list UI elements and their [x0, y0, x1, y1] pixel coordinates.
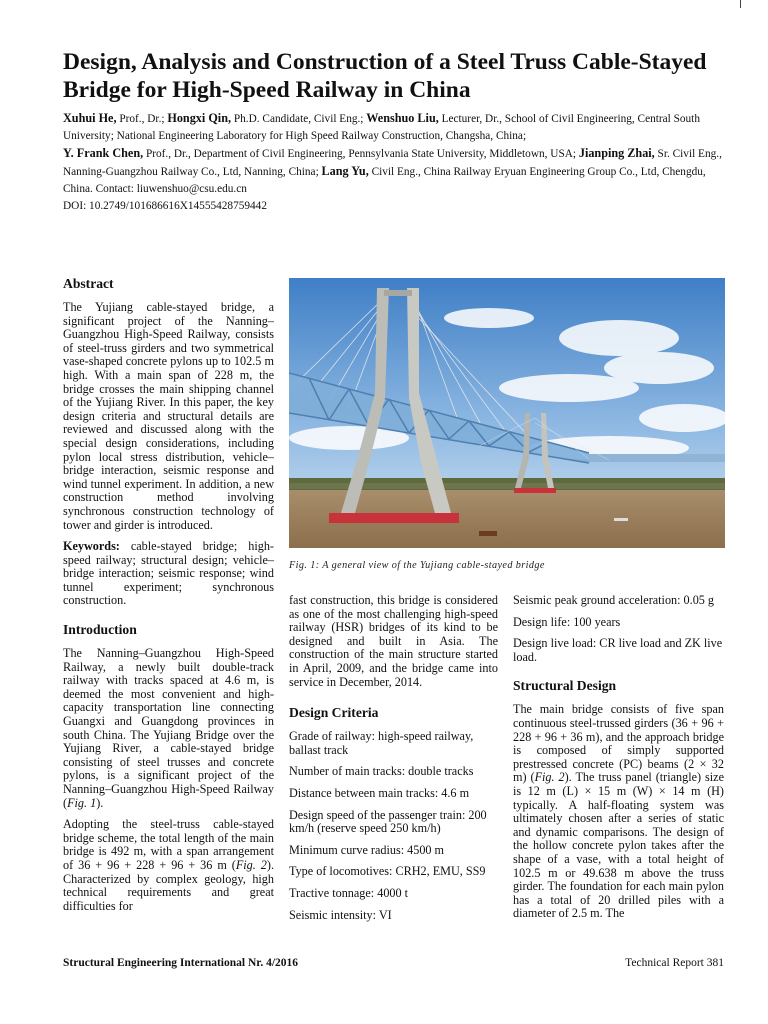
figure-caption: Fig. 1: A general view of the Yujiang cable-stayed bridge — [289, 560, 545, 571]
structural-design-text: The main bridge consists of five span continuous steel-trussed girders (36 + 96 + 228 + 96 + 36 m), and the approach bridge is composed of simply supported prestressed concrete (PC) beams (2 × 32 m) (Fig. 2). The truss panel (triangle) size is 12 m (L) × 15 m (W) × 14 m (H) typically. A half-floating system was ultimately chosen after a series of static and dynamic comparisons. The design of the hollow concrete pylon takes after the shape of a vase, with a total height of 102.5 m or 49.638 m above the truss girder. The foundation for each main pylon has a total of 20 drilled piles with a diameter of 2.5 m. The — [513, 702, 724, 921]
bridge-photo — [289, 278, 725, 548]
structural-design-heading: Structural Design — [513, 678, 617, 694]
right-column — [513, 594, 724, 929]
intro-paragraph-2-continued: fast construction, this bridge is considered as one of the most challenging high-speed railway (HSR) bridges of its kind to be designed and built in Asia. The construction of the main structure started in April, 2009, and the bridge came into service in December, 2014. — [289, 593, 498, 689]
intro-paragraph-1: The Nanning–Guangzhou High-Speed Railway, a newly built double-track railway with tracks spaced at 4.6 m, is deemed the most convenient and high-capacity transportation line connecting Guangxi and Guangdong provinces in south China. The Yujiang Bridge over the Yujiang River, a cable-stayed bridge consisting of steel trusses and concrete pylons, is a significant project of the Nanning–Guangzhou High-Speed Railway (Fig. 1). — [63, 646, 274, 810]
abstract-heading: Abstract — [63, 276, 114, 291]
author-name: Lang Yu, — [321, 164, 369, 178]
abstract-text: The Yujiang cable-stayed bridge, a significant project of the Nanning–Guangzhou High-Speed Railway, consists of steel-truss girders and two symmetrical vase-shaped concrete pylons up to 102.5 m high. With a main span of 228 m, the bridge crosses the main shipping channel of the Yujiang River. In this paper, the key design criteria and structural details are reviewed and discussed along with the special design considerations, including pylon local stress distribution, vehicle–bridge interaction, seismic response and wind tunnel experiment. In addition, a new construction method involving synchronous construction technology of tower and girder is introduced. — [63, 300, 274, 532]
criteria-item: Grade of railway: high-speed railway, ballast track — [289, 729, 474, 757]
author-name: Y. Frank Chen, — [63, 146, 144, 160]
author-name: Wenshuo Liu, — [366, 111, 439, 125]
criteria-item: Minimum curve radius: 4500 m — [289, 842, 445, 857]
left-column — [63, 276, 274, 921]
figure-reference[interactable]: Fig. 2 — [235, 857, 267, 872]
criteria-item: Seismic peak ground acceleration: 0.05 g — [513, 593, 715, 607]
keywords — [63, 540, 274, 608]
doi-link[interactable]: DOI: 10.2749/101686616X14555428759442 — [63, 200, 267, 212]
keywords-list: cable-stayed bridge; high-speed railway; structural design; vehicle–bridge interaction; seismic response; wind tunnel experiment; synchronous construction. — [63, 539, 274, 608]
introduction-heading: Introduction — [63, 622, 137, 638]
criteria-item: Design speed of the passenger train: 200 km/h (reserve speed 250 km/h) — [289, 807, 487, 836]
author-affiliation: Lecturer, Dr., School of Civil Engineering, Central South University; National Engineering Laboratory for High Speed Railway Construction, Changsha, China; — [63, 113, 700, 142]
author-affiliation: Prof., Dr.; — [116, 113, 168, 125]
figure-reference[interactable]: Fig. 1 — [67, 795, 97, 810]
author-block — [63, 110, 725, 215]
criteria-item: Seismic intensity: VI — [289, 907, 392, 922]
page-footer: Technical Report 381 — [625, 957, 724, 969]
design-criteria-heading: Design Criteria — [289, 705, 379, 721]
author-affiliation: Civil Eng., China Railway Eryuan Engineering Group Co., Ltd, Chengdu, China. Contact: liuwenshuo@csu.edu.cn — [63, 166, 706, 195]
bridge-photo-illustration — [289, 278, 725, 548]
keywords-label: Keywords: — [63, 539, 120, 554]
author-name: Hongxi Qin, — [167, 111, 232, 125]
criteria-item: Tractive tonnage: 4000 t — [289, 885, 409, 900]
author-affiliation: Prof., Dr., Department of Civil Engineering, Pennsylvania State University, Middletown, USA; — [143, 148, 579, 160]
author-name: Xuhui He, — [63, 111, 117, 125]
intro-paragraph-2: Adopting the steel-truss cable-stayed bridge scheme, the total length of the main bridge is 492 m, with a span arrangement of 36 + 96 + 228 + 96 + 36 m (Fig. 2). Characterized by complex geology, high technical requirements and great difficulties for — [63, 817, 274, 913]
criteria-item: Type of locomotives: CRH2, EMU, SS9 — [289, 864, 486, 879]
criteria-item: Design live load: CR live load and ZK live load. — [513, 636, 723, 664]
criteria-item: Design life: 100 years — [513, 614, 621, 629]
author-affiliation: Ph.D. Candidate, Civil Eng.; — [231, 113, 367, 125]
journal-footer: Structural Engineering International Nr. 4/2016 — [63, 957, 299, 969]
figure-reference[interactable]: Fig. 2 — [534, 770, 565, 785]
author-affiliation: Sr. Civil Eng., Nanning-Guangzhou Railway Co., Ltd, Nanning, China; — [63, 148, 722, 178]
paper-title: Design, Analysis and Construction of a Steel Truss Cable-Stayed Bridge for High-Speed Railway in China — [63, 49, 707, 103]
author-name: Jianping Zhai, — [578, 146, 655, 160]
crop-mark — [740, 0, 741, 8]
criteria-item: Number of main tracks: double tracks — [289, 764, 474, 779]
criteria-item: Distance between main tracks: 4.6 m — [289, 785, 470, 800]
middle-column — [289, 594, 498, 930]
